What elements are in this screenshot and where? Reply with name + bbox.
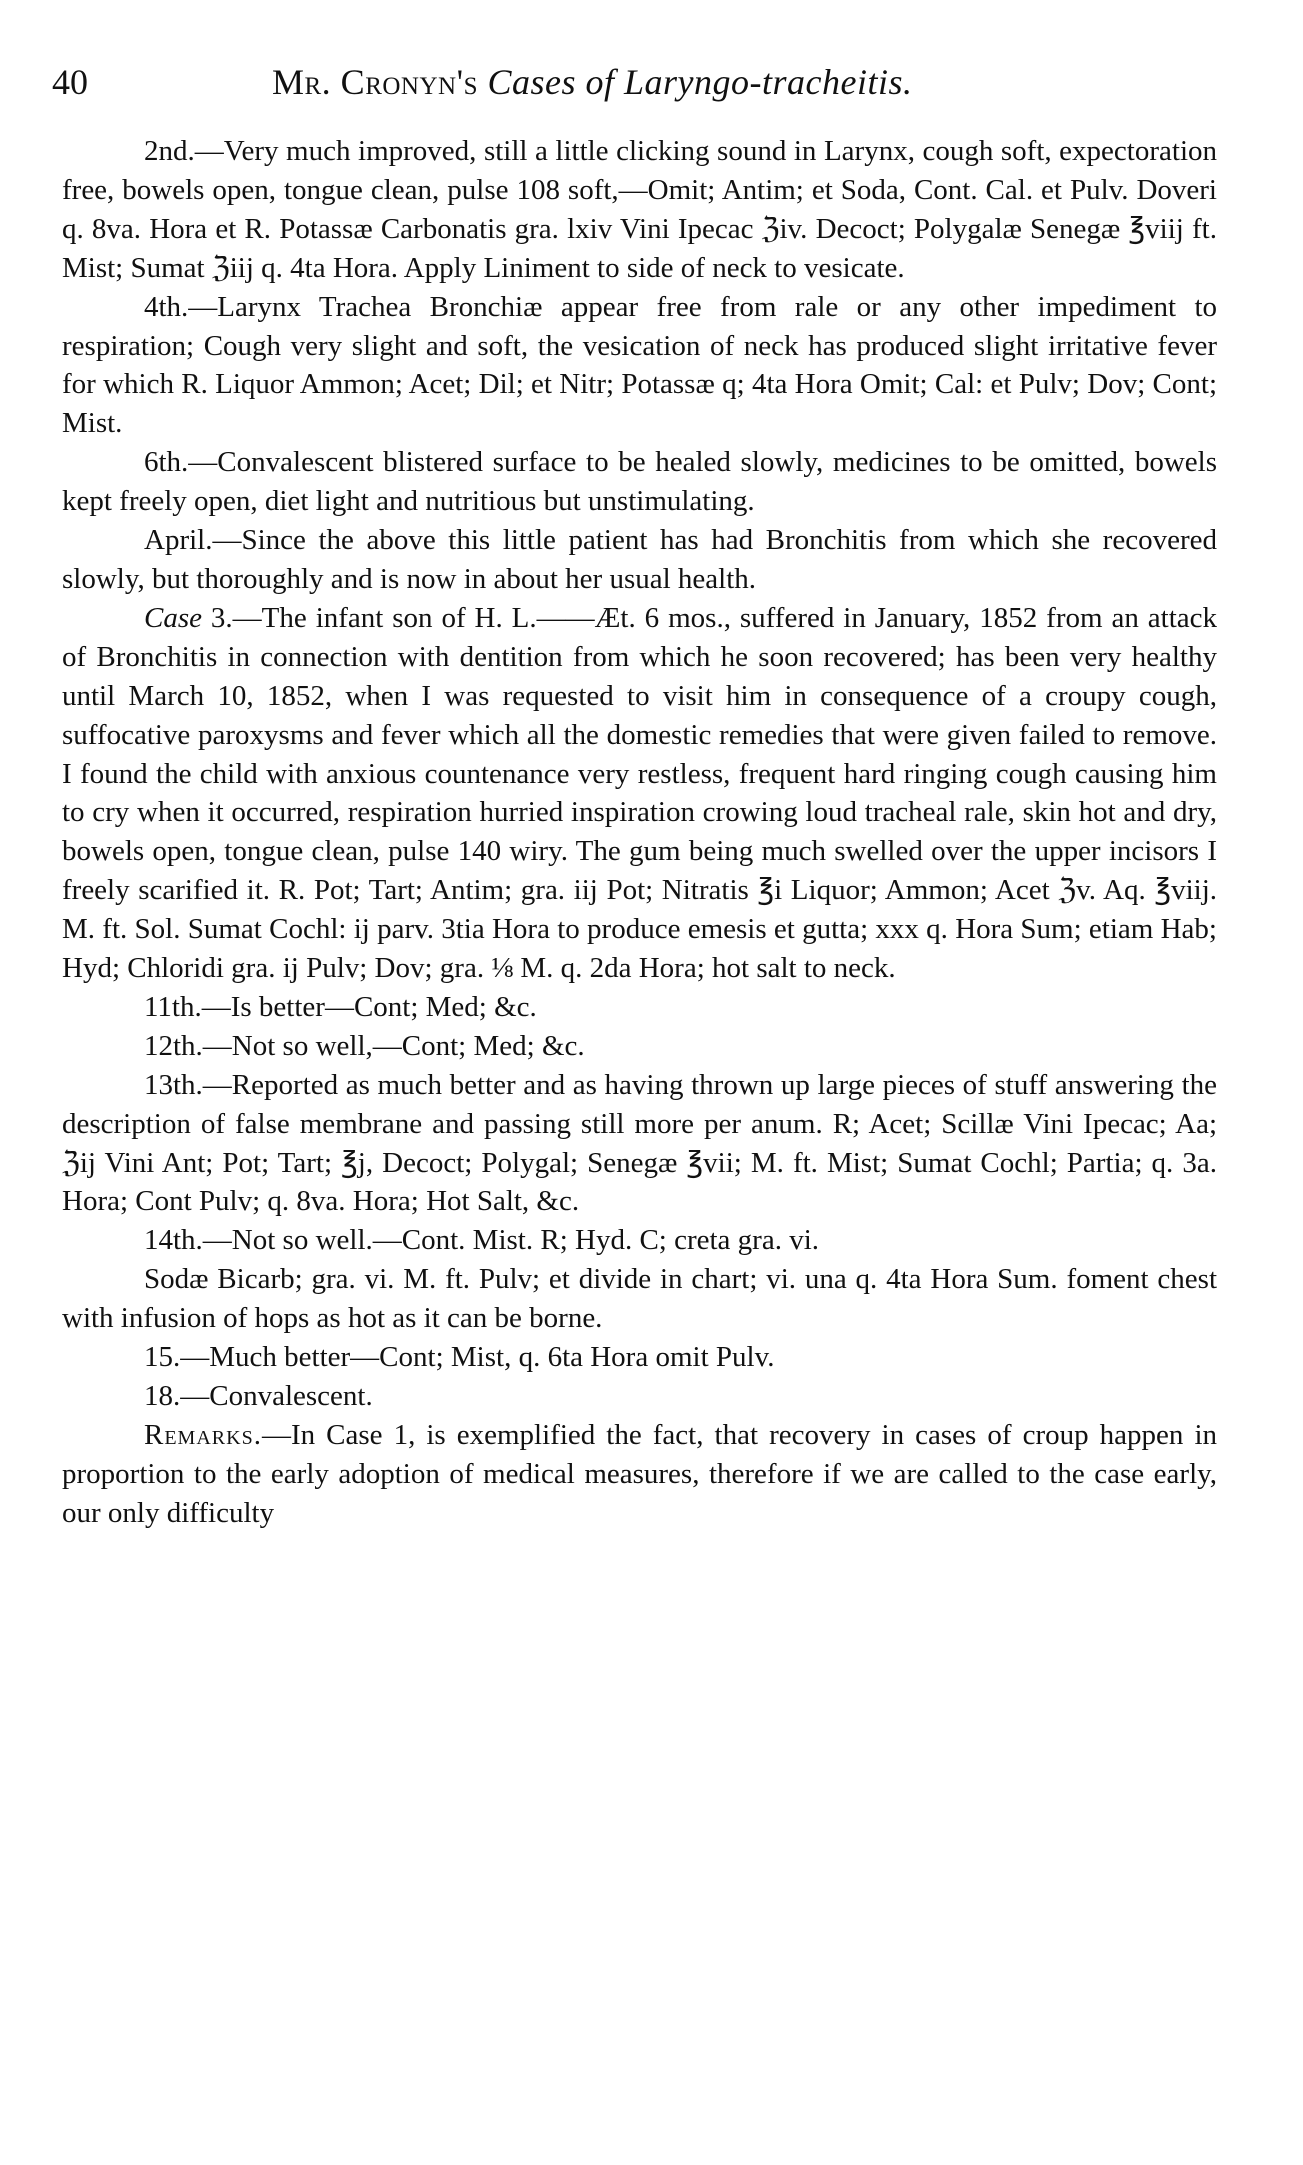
paragraph-text: Sodæ Bicarb; gra. vi. M. ft. Pulv; et divide in chart; vi. una q. 4ta Hora Sum. foment chest with infusion of hops as hot as it can be borne. <box>62 1263 1217 1335</box>
running-title-work: Cases of Laryngo-tracheitis. <box>487 62 913 102</box>
body-text <box>62 132 1217 1533</box>
paragraph-text: 13th.—Reported as much better and as having thrown up large pieces of stuff answering the description of false membrane and passing still more per anum. R; Acet; Scillæ Vini Ipecac; Aa; ℨij Vini Ant; Pot; Tart; ℥j, Decoct; Polygal; Senegæ ℥vii; M. ft. Mist; Sumat Cochl; Partia; q. 3a. Hora; Cont Pulv; q. 8va. Hora; Hot Salt, &c. <box>62 1068 1217 1218</box>
paragraph-text: 12th.—Not so well,—Cont; Med; &c. <box>144 1029 585 1062</box>
paragraph-text: 3.—The infant son of H. L.——Æt. 6 mos., suffered in January, 1852 from an attack of Bronchitis in connection with dentition from which he soon recovered; has been very healthy until March 10, 1852, when I was requested to visit him in consequence of a croupy cough, suffocative paroxysms and fever which all the domestic remedies that were given failed to remove. I found the child with anxious countenance very restless, frequent hard ringing cough causing him to cry when it occurred, respiration hurried inspiration crowing loud tracheal rale, skin hot and dry, bowels open, tongue clean, pulse 140 wiry. The gum being much swelled over the upper incisors I freely scarified it. R. Pot; Tart; Antim; gra. iij Pot; Nitratis ℥i Liquor; Ammon; Acet ℨv. Aq. ℥viij. M. ft. Sol. Sumat Cochl: ij parv. 3tia Hora to produce emesis et gutta; xxx q. Hora Sum; etiam Hab; Hyd; Chloridi gra. ij Pulv; Dov; gra. ⅛ M. q. 2da Hora; hot salt to neck. <box>62 601 1217 985</box>
paragraph-remarks <box>62 1416 1217 1533</box>
case-label: Case <box>144 601 202 634</box>
paragraph-text: 11th.—Is better—Cont; Med; &c. <box>144 990 537 1023</box>
paragraph-14th-continued <box>62 1260 1217 1338</box>
paragraph-13th <box>62 1066 1217 1222</box>
paragraph-2nd <box>62 132 1217 288</box>
paragraph-april <box>62 521 1217 599</box>
page-number: 40 <box>52 62 88 102</box>
remarks-label: Remarks. <box>144 1418 262 1451</box>
paragraph-4th <box>62 288 1217 444</box>
paragraph-text: 15.—Much better—Cont; Mist, q. 6ta Hora omit Pulv. <box>144 1341 775 1374</box>
paragraph-12th <box>62 1027 1217 1066</box>
paragraph-text: 18.—Convalescent. <box>144 1380 373 1412</box>
paragraph-14th <box>62 1221 1217 1260</box>
paragraph-text: —In Case 1, is exemplified the fact, that recovery in cases of croup happen in proportion to the early adoption of medical measures, therefore if we are called to the case early, our only difficulty <box>62 1418 1217 1529</box>
paragraph-text: April.—Since the above this little patient has had Bronchitis from which she recovered slowly, but thoroughly and is now in about her usual health. <box>62 524 1217 595</box>
paragraph-text: 14th.—Not so well.—Cont. Mist. R; Hyd. C; creta gra. vi. <box>144 1224 820 1257</box>
paragraph-text: 4th.—Larynx Trachea Bronchiæ appear free from rale or any other impediment to respiration; Cough very slight and soft, the vesication of neck has produced slight irritative fever for which R. Liquor Ammon; Acet; Dil; et Nitr; Potassæ q; 4ta Hora Omit; Cal: et Pulv; Dov; Cont; Mist. <box>62 290 1217 440</box>
paragraph-11th <box>62 988 1217 1027</box>
running-title-author: Mr. Cronyn's <box>272 62 478 102</box>
paragraph-6th <box>62 443 1217 521</box>
paragraph-case-3 <box>62 599 1217 988</box>
paragraph-18th <box>62 1377 1217 1416</box>
page-header <box>52 58 1222 106</box>
paragraph-text: 2nd.—Very much improved, still a little clicking sound in Larynx, cough soft, expectoration free, bowels open, tongue clean, pulse 108 soft,—Omit; Antim; et Soda, Cont. Cal. et Pulv. Doveri q. 8va. Hora et R. Potassæ Carbonatis gra. lxiv Vini Ipecac ℨiv. Decoct; Polygalæ Senegæ ℥viij ft. Mist; Sumat ℨiij q. 4ta Hora. Apply Liniment to side of neck to vesicate. <box>62 135 1217 284</box>
paragraph-15th <box>62 1338 1217 1377</box>
paragraph-text: 6th.—Convalescent blistered surface to be healed slowly, medicines to be omitted, bowels kept freely open, diet light and nutritious but unstimulating. <box>62 446 1217 518</box>
running-title <box>272 58 912 106</box>
